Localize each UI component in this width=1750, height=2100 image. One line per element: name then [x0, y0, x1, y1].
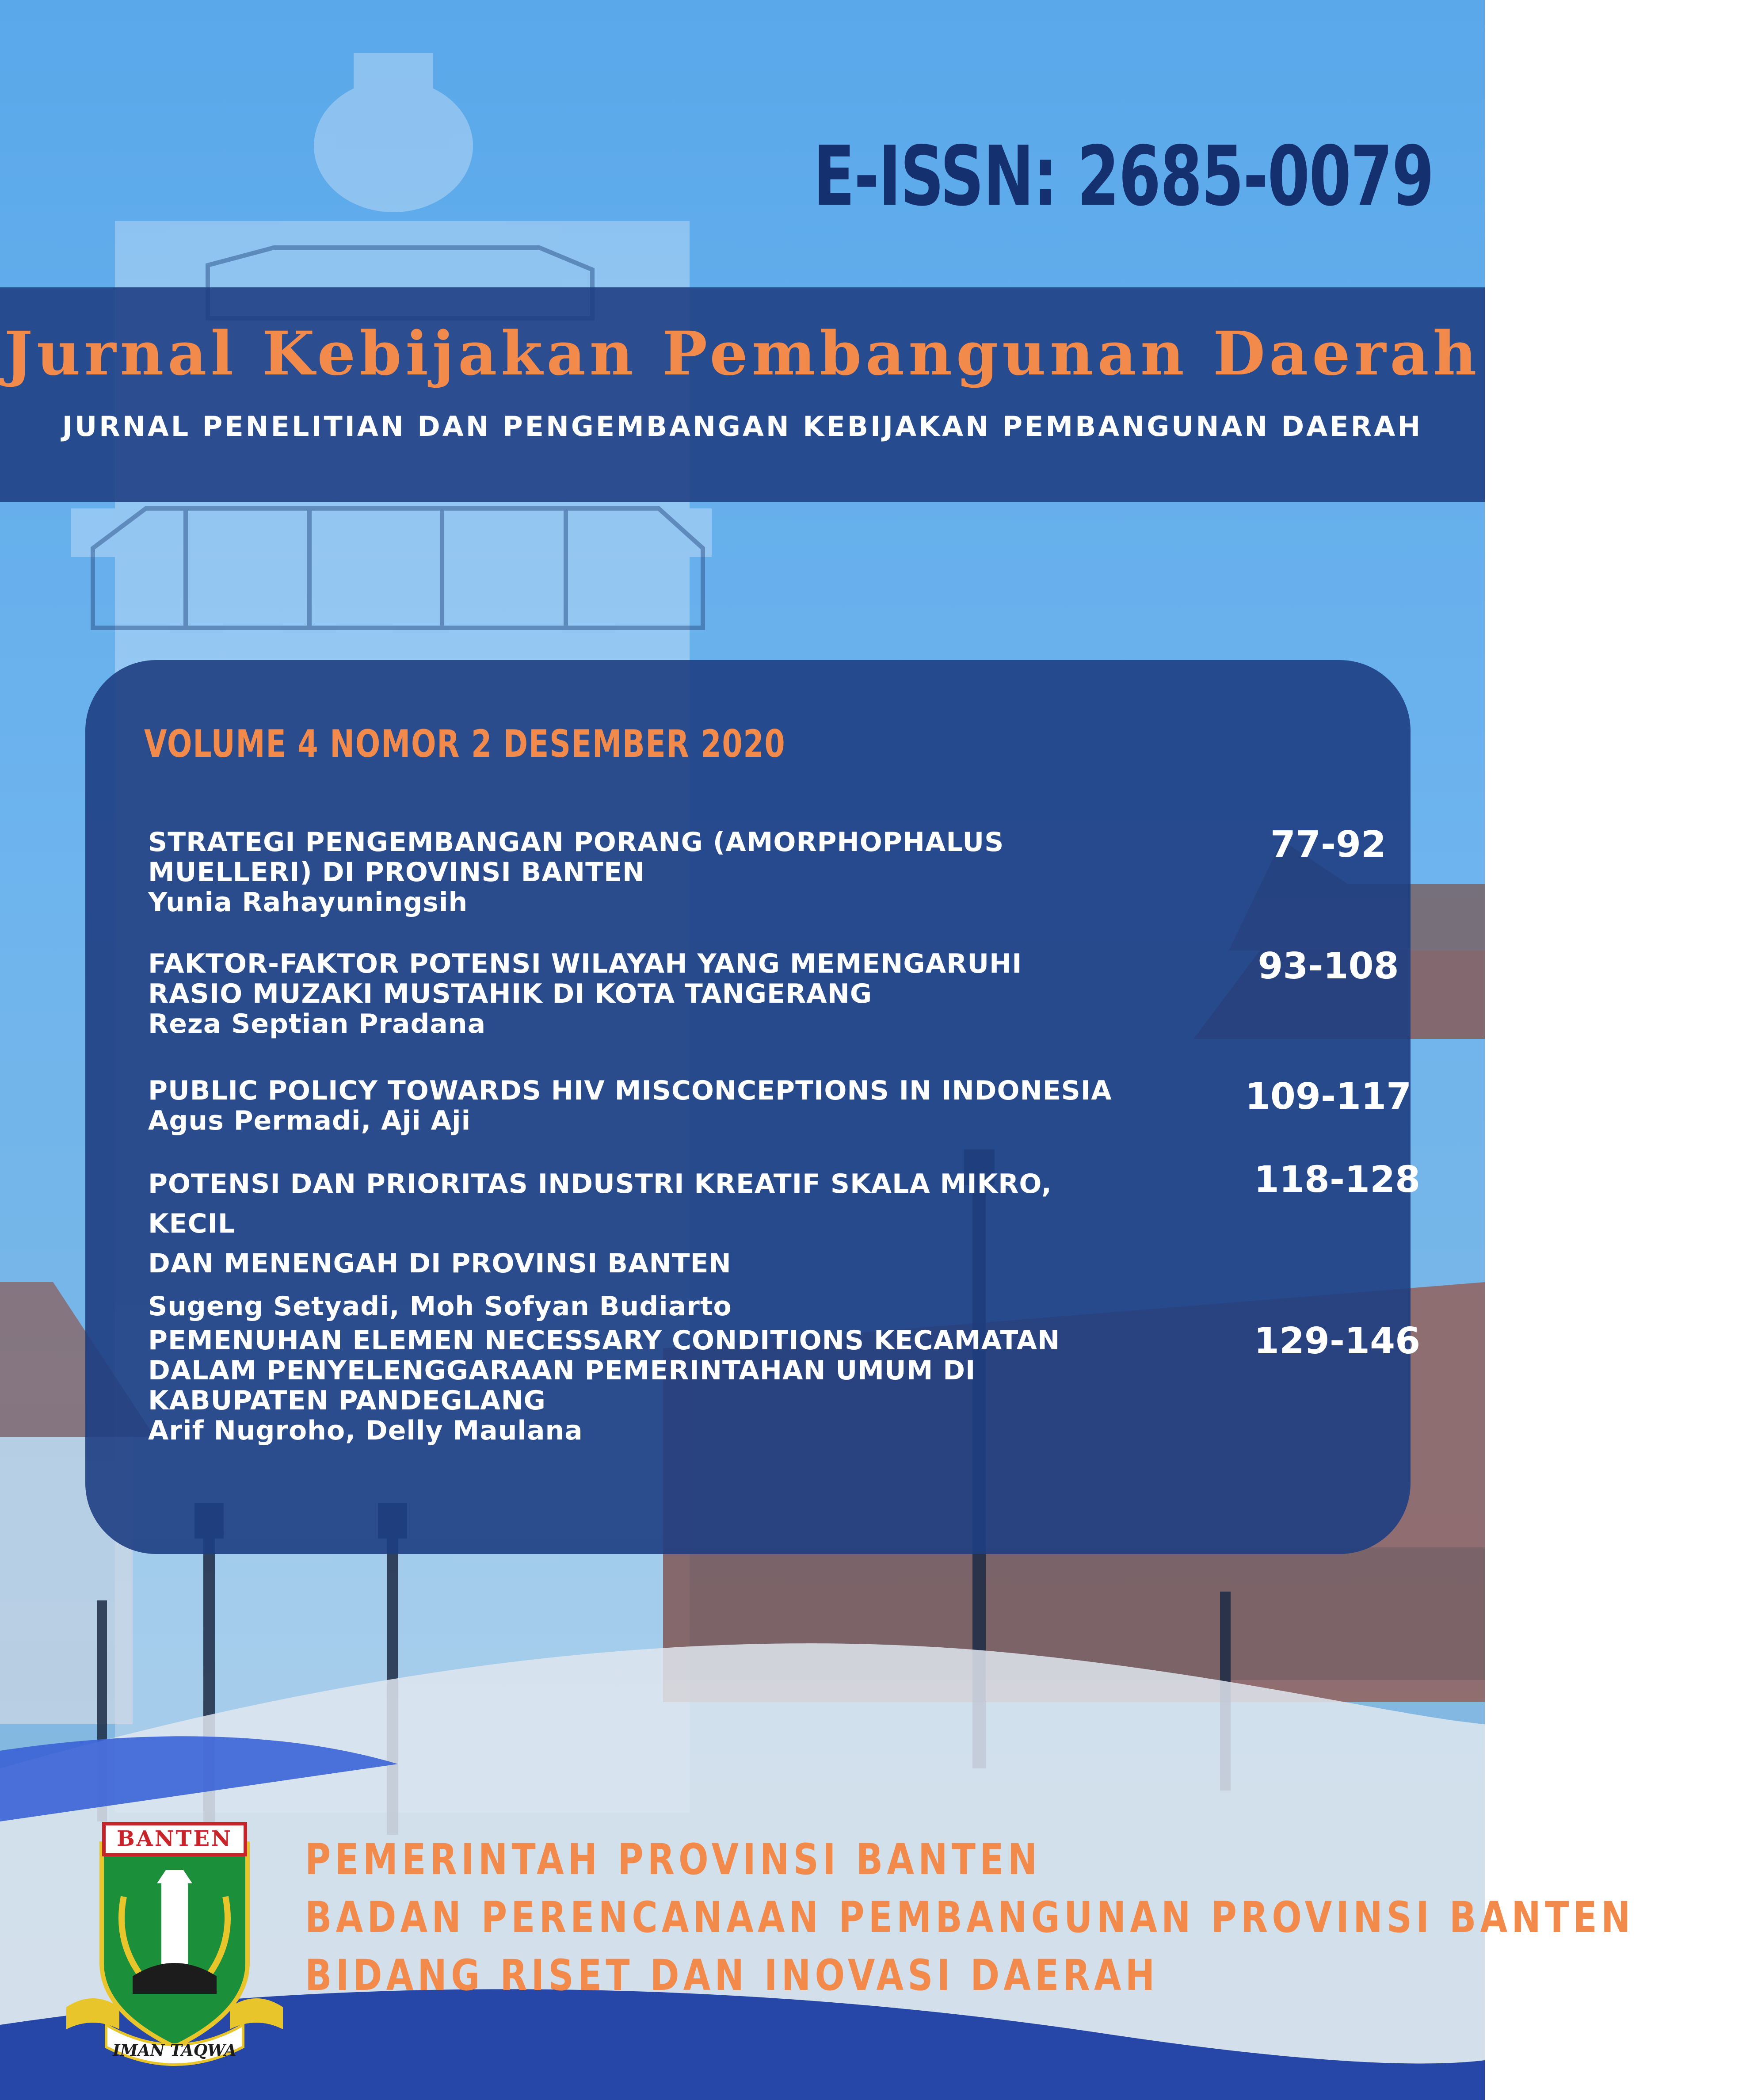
- article-pages: 129-146: [1254, 1320, 1421, 1362]
- article-pages: 93-108: [1258, 945, 1399, 987]
- emblem-top-text: BANTEN: [117, 1826, 233, 1851]
- publisher-line: BIDANG RISET DAN INOVASI DAERAH: [305, 1951, 1159, 2000]
- article-item[interactable]: [148, 1320, 1421, 1446]
- publisher-line: BADAN PERENCANAAN PEMBANGUNAN PROVINSI BANTEN: [305, 1893, 1635, 1942]
- journal-subtitle: JURNAL PENELITIAN DAN PENGEMBANGAN KEBIJAKAN PEMBANGUNAN DAERAH: [62, 410, 1423, 443]
- article-title: STRATEGI PENGEMBANGAN PORANG (AMORPHOPHALUS MUELLERI) DI PROVINSI BANTEN: [148, 827, 1004, 888]
- journal-title: Jurnal Kebijakan Pembangunan Daerah: [4, 318, 1481, 389]
- article-pages: 118-128: [1254, 1159, 1421, 1201]
- article-item[interactable]: [148, 945, 1399, 1039]
- header-band: [0, 287, 1485, 502]
- article-pages: 77-92: [1270, 824, 1387, 866]
- article-item[interactable]: [148, 1159, 1421, 1322]
- publisher-line: PEMERINTAH PROVINSI BANTEN: [305, 1835, 1041, 1884]
- article-title: FAKTOR-FAKTOR POTENSI WILAYAH YANG MEMENGARUHI RASIO MUZAKI MUSTAHIK DI KOTA TANGERANG: [148, 948, 1022, 1009]
- article-item[interactable]: [148, 1075, 1412, 1136]
- emblem-motto: IMAN TAQWA: [112, 2041, 237, 2060]
- article-author: Reza Septian Pradana: [148, 1008, 486, 1039]
- banten-emblem: [66, 1817, 283, 2065]
- contents-panel: [85, 660, 1421, 1554]
- volume-heading: VOLUME 4 NOMOR 2 DESEMBER 2020: [144, 722, 786, 766]
- publisher-block: [305, 1835, 1750, 2008]
- article-author: Arif Nugroho, Delly Maulana: [148, 1415, 583, 1446]
- article-title: POTENSI DAN PRIORITAS INDUSTRI KREATIF SKALA MIKRO, KECIL DAN MENENGAH DI PROVINSI BANTEN: [148, 1168, 1052, 1279]
- article-title: PUBLIC POLICY TOWARDS HIV MISCONCEPTIONS IN INDONESIA: [148, 1075, 1112, 1106]
- issn-number: E-ISSN: 2685-0079: [813, 128, 1434, 224]
- article-item[interactable]: [148, 824, 1387, 918]
- article-title: PEMENUHAN ELEMEN NECESSARY CONDITIONS KECAMATAN DALAM PENYELENGGARAAN PEMERINTAHAN UMUM DI KABUPATEN PANDEGLANG: [148, 1325, 1060, 1416]
- article-author: Yunia Rahayuningsih: [148, 887, 468, 918]
- article-author: Agus Permadi, Aji Aji: [148, 1105, 471, 1136]
- article-author: Sugeng Setyadi, Moh Sofyan Budiarto: [148, 1291, 732, 1322]
- article-pages: 109-117: [1245, 1076, 1412, 1118]
